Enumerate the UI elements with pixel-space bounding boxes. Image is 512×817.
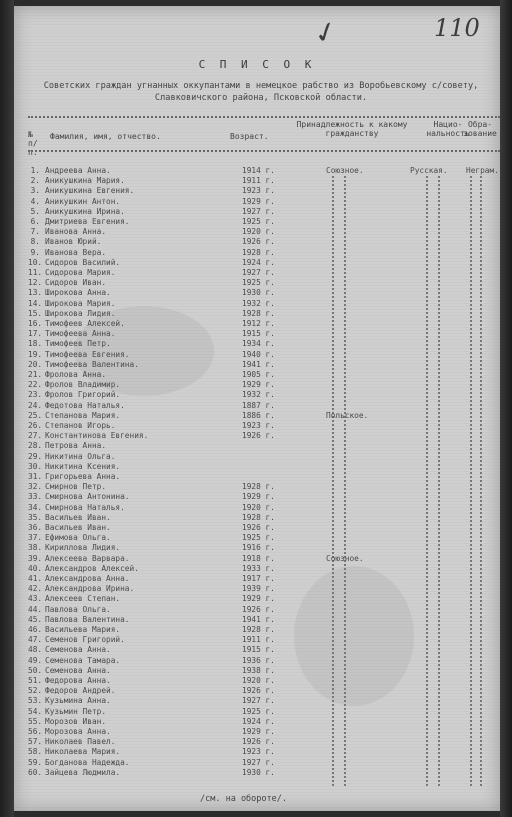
birth-year: 1912 г.: [242, 319, 275, 328]
row-number: 34.: [28, 502, 43, 512]
birth-year: 1925 г.: [242, 706, 275, 716]
table-row: [14, 584, 500, 594]
table-row: [14, 166, 500, 176]
person-name: Сидоров Иван.: [45, 278, 107, 288]
birth-year: 1933 г.: [242, 563, 275, 573]
birth-year: 1936 г.: [242, 655, 275, 665]
row-number: 1.: [30, 166, 40, 175]
person-name: Семенова Тамара.: [45, 655, 121, 665]
row-number: 51.: [28, 676, 43, 685]
table-row: [14, 237, 500, 247]
person-name: Кириллова Лидия.: [45, 543, 121, 553]
table-row: [14, 737, 500, 747]
birth-year: 1929 г.: [242, 380, 275, 390]
birth-year: 1925 г.: [242, 533, 275, 543]
row-number: 36.: [28, 523, 43, 532]
table-row: [14, 380, 500, 390]
table-row: [14, 676, 500, 686]
birth-year: 1886 г.: [242, 410, 275, 420]
table-row: [14, 248, 500, 258]
table-row: [14, 768, 500, 778]
person-name: Иванова Вера.: [45, 247, 107, 257]
person-name: Иванов Юрий.: [45, 237, 102, 247]
row-number: 18.: [28, 339, 43, 349]
person-name: Николаева Мария.: [45, 747, 121, 757]
table-row: [14, 472, 500, 482]
table-row: [14, 482, 500, 492]
table-row: [14, 299, 500, 309]
header-top-rule: [28, 116, 500, 118]
table-row: [14, 554, 500, 564]
birth-year: 1926 г.: [242, 686, 275, 696]
birth-year: 1929 г.: [242, 492, 275, 502]
row-number: 57.: [28, 737, 43, 747]
table-row: [14, 350, 500, 360]
row-number: 38.: [28, 543, 43, 553]
birth-year: 1920 г.: [242, 227, 275, 237]
person-name: Никитина Ольга.: [45, 451, 116, 461]
table-row: [14, 503, 500, 513]
row-number: 2.: [30, 176, 40, 186]
table-row: [14, 594, 500, 604]
birth-year: 1923 г.: [242, 186, 275, 196]
row-number: 6.: [30, 217, 40, 226]
row-number: 50.: [28, 665, 43, 675]
birth-year: 1925 г.: [242, 278, 275, 288]
person-name: Константинова Евгения.: [45, 431, 149, 441]
row-number: 4.: [30, 196, 40, 206]
person-name: Морозова Анна.: [45, 727, 111, 736]
row-number: 16.: [28, 319, 43, 328]
row-number: 22.: [28, 380, 43, 390]
birth-year: 1911 г.: [242, 635, 275, 645]
person-name: Аникушкина Евгения.: [45, 186, 135, 196]
table-row: [14, 370, 500, 380]
person-name: Широкова Мария.: [45, 298, 116, 308]
birth-year: 1928 г.: [242, 308, 275, 318]
person-name: Тимофеева Евгения.: [45, 349, 130, 359]
person-name: Александрова Ирина.: [45, 584, 135, 594]
table-row: [14, 696, 500, 706]
birth-year: 1923 г.: [242, 747, 275, 757]
row-number: 21.: [28, 370, 43, 379]
row-number: 10.: [28, 257, 43, 267]
row-number: 39.: [28, 553, 43, 563]
birth-year: 1928 г.: [242, 512, 275, 522]
header-nationality: Нацио- нальность: [426, 120, 470, 138]
birth-year: 1920 г.: [242, 676, 275, 685]
header-bottom-rule: [28, 150, 500, 152]
person-name: Федорова Анна.: [45, 676, 111, 685]
row-number: 23.: [28, 390, 43, 400]
row-number: 58.: [28, 747, 43, 757]
birth-year: 1928 г.: [242, 482, 275, 492]
row-number: 29.: [28, 451, 43, 461]
footer-note: /см. на обороте/.: [200, 794, 287, 804]
table-row: [14, 656, 500, 666]
birth-year: 1940 г.: [242, 349, 275, 359]
person-name: Федотова Наталья.: [45, 400, 125, 410]
table-row: [14, 319, 500, 329]
row-number: 47.: [28, 635, 43, 645]
table-row: [14, 176, 500, 186]
table-row: [14, 666, 500, 676]
person-name: Степанов Игорь.: [45, 421, 116, 430]
birth-year: 1927 г.: [242, 696, 275, 706]
checkmark-annotation: ✓: [309, 13, 342, 52]
row-number: 13.: [28, 288, 43, 298]
table-row: [14, 309, 500, 319]
birth-year: 1917 г.: [242, 574, 275, 583]
birth-year: 1941 г.: [242, 359, 275, 369]
row-number: 53.: [28, 696, 43, 706]
birth-year: 1926 г.: [242, 431, 275, 441]
table-row: [14, 462, 500, 472]
row-number: 48.: [28, 645, 43, 655]
row-number: 5.: [30, 206, 40, 216]
birth-year: 1930 г.: [242, 288, 275, 298]
person-name: Алексеев Степан.: [45, 594, 121, 604]
person-name: Семенова Анна.: [45, 645, 111, 655]
birth-year: 1924 г.: [242, 257, 275, 267]
person-name: Николаев Павел.: [45, 737, 116, 747]
document-page: [14, 6, 500, 811]
birth-year: 1927 г.: [242, 206, 275, 216]
row-number: 25.: [28, 410, 43, 420]
person-name: Григорьева Анна.: [45, 472, 121, 481]
person-name: Петрова Анна.: [45, 441, 107, 451]
row-number: 59.: [28, 757, 43, 767]
row-number: 31.: [28, 472, 43, 481]
row-number: 43.: [28, 594, 43, 604]
person-name: Тимофеев Алексей.: [45, 319, 125, 328]
person-name: Смирнова Наталья.: [45, 502, 125, 512]
table-row: [14, 431, 500, 441]
person-name: Ефимова Ольга.: [45, 533, 111, 543]
birth-year: 1914 г.: [242, 166, 275, 175]
table-row: [14, 615, 500, 625]
row-number: 60.: [28, 767, 43, 777]
table-row: [14, 258, 500, 268]
person-name: Смирнов Петр.: [45, 482, 107, 492]
row-number: 24.: [28, 400, 43, 410]
table-row: [14, 360, 500, 370]
table-row: [14, 758, 500, 768]
citizenship: Польское.: [326, 410, 369, 420]
person-name: Зайцева Людмила.: [45, 767, 121, 777]
person-name: Широкова Анна.: [45, 288, 111, 298]
table-row: [14, 574, 500, 584]
person-name: Степанова Мария.: [45, 410, 121, 420]
row-number: 17.: [28, 329, 43, 339]
birth-year: 1926 г.: [242, 523, 275, 532]
birth-year: 1939 г.: [242, 584, 275, 594]
header-year: Возраст.: [230, 132, 269, 141]
header-num: № п/п.: [28, 130, 38, 157]
person-name: Семенов Григорий.: [45, 635, 125, 645]
row-number: 15.: [28, 308, 43, 318]
person-name: Тимофеева Анна.: [45, 329, 116, 339]
header-name: Фамилия, имя, отчество.: [50, 132, 161, 141]
person-name: Смирнова Антонина.: [45, 492, 130, 502]
table-row: [14, 564, 500, 574]
person-name: Морозов Иван.: [45, 716, 107, 726]
table-row: [14, 207, 500, 217]
person-name: Васильева Мария.: [45, 625, 121, 634]
birth-year: 1941 г.: [242, 614, 275, 624]
table-row: [14, 543, 500, 553]
row-number: 46.: [28, 625, 43, 634]
table-row: [14, 717, 500, 727]
header-citizenship: Принадлежность к какому гражданству: [296, 120, 408, 138]
birth-year: 1916 г.: [242, 543, 275, 553]
table-row: [14, 390, 500, 400]
person-name: Тимофеева Валентина.: [45, 359, 139, 369]
row-number: 41.: [28, 574, 43, 583]
person-name: Иванова Анна.: [45, 227, 107, 237]
table-row: [14, 533, 500, 543]
row-number: 55.: [28, 716, 43, 726]
table-row: [14, 441, 500, 451]
person-name: Семенова Анна.: [45, 665, 111, 675]
table-row: [14, 197, 500, 207]
person-name: Богданова Надежда.: [45, 757, 130, 767]
row-number: 35.: [28, 512, 43, 522]
birth-year: 1887 г.: [242, 400, 275, 410]
row-number: 8.: [30, 237, 40, 247]
row-number: 11.: [28, 268, 43, 277]
person-name: Аникушкина Ирина.: [45, 206, 125, 216]
table-row: [14, 523, 500, 533]
birth-year: 1927 г.: [242, 757, 275, 767]
person-name: Сидорова Мария.: [45, 268, 116, 277]
table-row: [14, 411, 500, 421]
birth-year: 1928 г.: [242, 247, 275, 257]
table-row: [14, 227, 500, 237]
person-name: Алексеева Варвара.: [45, 553, 130, 563]
table-row: [14, 492, 500, 502]
person-name: Сидоров Василий.: [45, 257, 121, 267]
table-row: [14, 727, 500, 737]
birth-year: 1930 г.: [242, 767, 275, 777]
person-name: Аникушкина Мария.: [45, 176, 125, 186]
birth-year: 1926 г.: [242, 737, 275, 747]
person-name: Кузьмин Петр.: [45, 706, 107, 716]
person-name: Фролов Владимир.: [45, 380, 121, 390]
nationality: Русская.: [410, 166, 448, 175]
birth-year: 1929 г.: [242, 196, 275, 206]
row-number: 14.: [28, 298, 43, 308]
page-number: 110: [434, 14, 480, 42]
person-name: Кузьмина Анна.: [45, 696, 111, 706]
table-row: [14, 401, 500, 411]
row-number: 40.: [28, 563, 43, 573]
birth-year: 1926 г.: [242, 604, 275, 614]
person-name: Александров Алексей.: [45, 563, 139, 573]
table-row: [14, 645, 500, 655]
table-row: [14, 421, 500, 431]
row-number: 20.: [28, 359, 43, 369]
person-name: Федоров Андрей.: [45, 686, 116, 696]
person-name: Широкова Лидия.: [45, 308, 116, 318]
table-row: [14, 625, 500, 635]
table-row: [14, 217, 500, 227]
row-number: 26.: [28, 421, 43, 430]
table-row: [14, 329, 500, 339]
table-row: [14, 268, 500, 278]
person-name: Андреева Анна.: [45, 166, 111, 175]
birth-year: 1926 г.: [242, 237, 275, 247]
row-number: 7.: [30, 227, 40, 237]
row-number: 54.: [28, 706, 43, 716]
scan-left-edge: [0, 0, 14, 817]
birth-year: 1932 г.: [242, 390, 275, 400]
birth-year: 1911 г.: [242, 176, 275, 186]
row-number: 27.: [28, 431, 43, 441]
table-row: [14, 452, 500, 462]
table-row: [14, 635, 500, 645]
person-name: Васильев Иван.: [45, 512, 111, 522]
birth-year: 1918 г.: [242, 553, 275, 563]
birth-year: 1927 г.: [242, 268, 275, 277]
birth-year: 1932 г.: [242, 298, 275, 308]
row-number: 9.: [30, 247, 40, 257]
person-name: Фролова Анна.: [45, 370, 107, 379]
birth-year: 1938 г.: [242, 665, 275, 675]
table-row: [14, 605, 500, 615]
table-row: [14, 686, 500, 696]
row-number: 30.: [28, 461, 43, 471]
education: Неграм.: [466, 166, 499, 175]
person-name: Дмитриева Евгения.: [45, 217, 130, 226]
header-education: Обра- зование: [463, 120, 497, 138]
scan-right-edge: [500, 0, 512, 817]
row-number: 3.: [30, 186, 40, 196]
birth-year: 1915 г.: [242, 329, 275, 339]
table-row: [14, 747, 500, 757]
table-row: [14, 288, 500, 298]
row-number: 19.: [28, 349, 43, 359]
birth-year: 1934 г.: [242, 339, 275, 349]
table-row: [14, 513, 500, 523]
person-name: Павлова Валентина.: [45, 614, 130, 624]
birth-year: 1929 г.: [242, 727, 275, 736]
row-number: 37.: [28, 533, 43, 543]
row-number: 45.: [28, 614, 43, 624]
birth-year: 1924 г.: [242, 716, 275, 726]
citizenship: Союзное.: [326, 553, 364, 563]
row-number: 33.: [28, 492, 43, 502]
table-row: [14, 278, 500, 288]
person-name: Фролов Григорий.: [45, 390, 121, 400]
row-number: 28.: [28, 441, 43, 451]
person-name: Никитина Ксения.: [45, 461, 121, 471]
row-number: 12.: [28, 278, 43, 288]
person-name: Александрова Анна.: [45, 574, 130, 583]
person-name: Тимофеев Петр.: [45, 339, 111, 349]
person-name: Павлова Ольга.: [45, 604, 111, 614]
document-subtitle: Советских граждан угнанных оккупантами в немецкое рабство из Воробьевскому с/совету, Славковичского района, Псковской области.: [43, 81, 479, 103]
table-row: [14, 707, 500, 717]
birth-year: 1915 г.: [242, 645, 275, 655]
document-title: С П И С О К: [198, 58, 316, 71]
birth-year: 1920 г.: [242, 502, 275, 512]
row-number: 42.: [28, 584, 43, 594]
row-number: 56.: [28, 727, 43, 736]
citizenship: Союзное.: [326, 166, 364, 175]
birth-year: 1928 г.: [242, 625, 275, 634]
row-number: 52.: [28, 686, 43, 696]
birth-year: 1923 г.: [242, 421, 275, 430]
row-number: 32.: [28, 482, 43, 492]
person-name: Васильев Иван.: [45, 523, 111, 532]
birth-year: 1905 г.: [242, 370, 275, 379]
birth-year: 1925 г.: [242, 217, 275, 226]
table-row: [14, 186, 500, 196]
row-number: 44.: [28, 604, 43, 614]
table-row: [14, 339, 500, 349]
row-number: 49.: [28, 655, 43, 665]
birth-year: 1929 г.: [242, 594, 275, 604]
person-name: Аникушкин Антон.: [45, 196, 121, 206]
